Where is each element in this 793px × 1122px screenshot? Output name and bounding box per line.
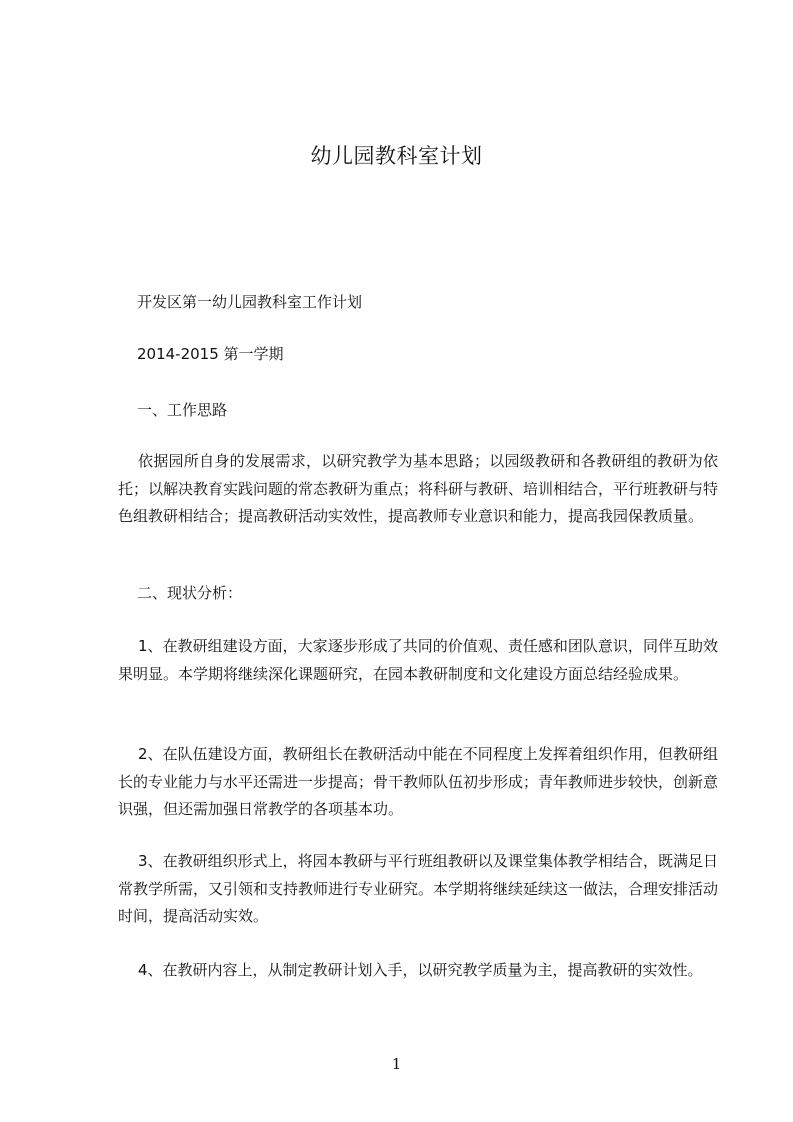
term-label: 2014-2015 第一学期 <box>137 345 284 363</box>
document-subtitle: 开发区第一幼儿园教科室工作计划 <box>137 293 363 311</box>
analysis-item-1: 1、在教研组建设方面，大家逐步形成了共同的价值观、责任感和团队意识，同伴互助效果明显。本学期将继续深化课题研究，在园本教研制度和文化建设方面总结经验成果。 <box>118 637 718 683</box>
analysis-item-4: 4、在教研内容上，从制定教研计划入手，以研究教学质量为主，提高教研的实效性。 <box>138 961 703 979</box>
section-heading-work-approach: 一、工作思路 <box>137 401 228 419</box>
page-number: 1 <box>391 1055 402 1073</box>
analysis-item-3: 3、在教研组织形式上，将园本教研与平行班组教研以及课堂集体教学相结合，既满足日常教学所需，又引领和支持教师进行专业研究。本学期将继续延续这一做法，合理安排活动时间，提高活动实效。 <box>118 852 719 925</box>
analysis-item-2: 2、在队伍建设方面，教研组长在教研活动中能在不同程度上发挥着组织作用，但教研组长的专业能力与水平还需进一步提高；骨干教师队伍初步形成；青年教师进步较快，创新意识强，但还需加强日常教学的各项基本功。 <box>118 745 719 818</box>
document-title: 幼儿园教科室计划 <box>310 144 483 168</box>
section-heading-status-analysis: 二、现状分析： <box>137 584 243 602</box>
work-approach-paragraph: 依据园所自身的发展需求，以研究教学为基本思路；以园级教研和各教研组的教研为依托；以解决教育实践问题的常态教研为重点；将科研与教研、培训相结合，平行班教研与特色组教研相结合；提高教研活动实效性，提高教师专业意识和能力，提高我园保教质量。 <box>118 452 719 525</box>
